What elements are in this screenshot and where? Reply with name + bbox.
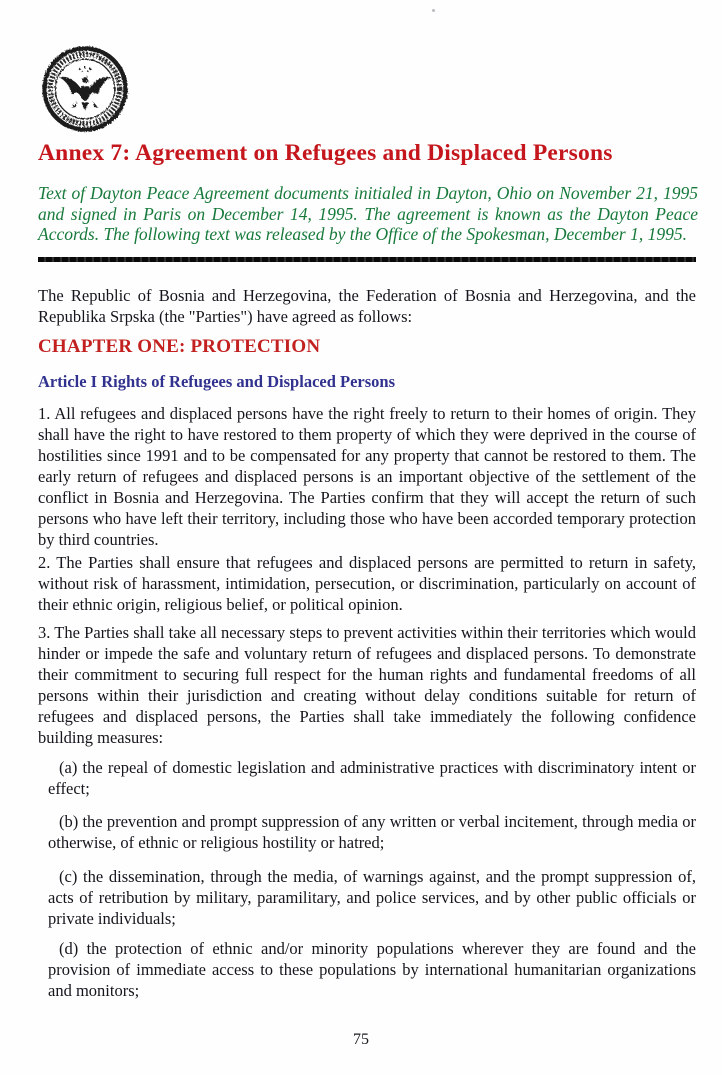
preamble-paragraph: The Republic of Bosnia and Herzegovina, the Federation of Bosnia and Herzegovina, and the Republika Srpska (the "Parties") have agreed as follows: xyxy=(38,286,696,326)
paragraph-3: 3. The Parties shall take all necessary steps to prevent activities within their territories which would hinder or impede the safe and voluntary return of refugees and displaced persons. To demonstrate their commitment to securing full respect for the human rights and fundamental freedoms of all persons within their jurisdiction and creating without delay conditions suitable for return of refugees and displaced persons, the Parties shall take immediately the following confidence building measures: xyxy=(38,623,696,747)
chapter-heading: CHAPTER ONE: PROTECTION xyxy=(38,336,321,357)
page-title: Annex 7: Agreement on Refugees and Displaced Persons xyxy=(38,140,613,166)
clause-a: (a) the repeal of domestic legislation and administrative practices with discriminatory intent or effect; xyxy=(48,758,696,798)
page-number: 75 xyxy=(353,1031,369,1048)
paragraph-1: 1. All refugees and displaced persons have the right freely to return to their homes of origin. They shall have the right to have restored to them property of which they were deprived in the course of hostilities since 1991 and to be compensated for any property that cannot be restored to them. The early return of refugees and displaced persons is an important objective of the settlement of the conflict in Bosnia and Herzegovina. The Parties confirm that they will accept the return of such persons who have left their territory, including those who have been accorded temporary protection by third countries. xyxy=(38,404,696,549)
us-department-of-state-seal-icon xyxy=(40,44,130,134)
clause-d: (d) the protection of ethnic and/or minority populations wherever they are found and the provision of immediate access to these populations by international humanitarian organizations and monitors; xyxy=(48,939,696,1000)
clause-c: (c) the dissemination, through the media, of warnings against, and the prompt suppression of, acts of retribution by military, paramilitary, and police services, and by other public officials or private individuals; xyxy=(48,867,696,928)
article-heading: Article I Rights of Refugees and Displaced Persons xyxy=(38,372,396,391)
paragraph-2: 2. The Parties shall ensure that refugees and displaced persons are permitted to return in safety, without risk of harassment, intimidation, persecution, or discrimination, particularly on account of their ethnic origin, religious belief, or political opinion. xyxy=(38,553,696,614)
horizontal-rule xyxy=(38,257,696,262)
clause-b: (b) the prevention and prompt suppression of any written or verbal incitement, through media or otherwise, of ethnic or religious hostility or hatred; xyxy=(48,812,696,852)
scan-speck-artifact xyxy=(432,9,435,12)
intro-note: Text of Dayton Peace Agreement documents initialed in Dayton, Ohio on November 21, 1995 and signed in Paris on December 14, 1995. The agreement is known as the Dayton Peace Accords. The following text was released by the Office of the Spokesman, December 1, 1995. xyxy=(38,183,698,244)
